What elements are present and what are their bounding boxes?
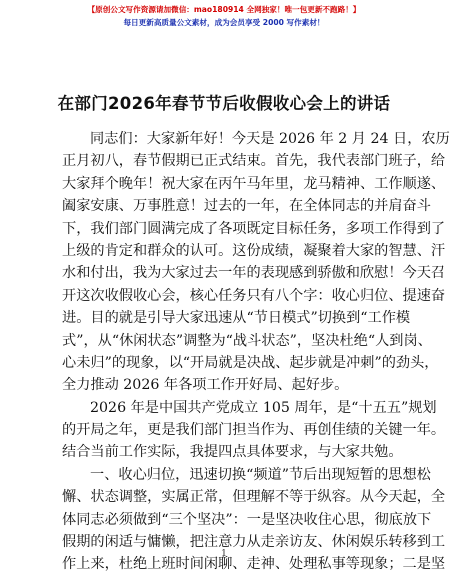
body-line: 正月初八，春节假期已正式结束。首先，我代表部门班子，给 bbox=[62, 153, 446, 170]
body-line: 一、收心归位，迅速切换“频道”节后出现短暂的思想松 bbox=[90, 466, 431, 483]
body-line: 体同志必须做到“三个坚决”：一是坚决收住心思，彻底放下 bbox=[62, 511, 432, 528]
body-line: 阖家安康、万事胜意！过去的一年，在全体同志的并肩奋斗 bbox=[62, 198, 431, 215]
document-body bbox=[62, 128, 450, 576]
body-line: 结合当前工作实际，我提四点具体要求，与大家共勉。 bbox=[62, 444, 403, 461]
document-title: 在部门2026年春节节后收假收心会上的讲话 bbox=[57, 94, 391, 113]
body-line: 2026 年是中国共产党成立 105 周年，是“十五五”规划 bbox=[90, 399, 437, 416]
body-line: 假期的闲适与慵懒，把注意力从走亲访友、休闲娱乐转移到工 bbox=[62, 534, 446, 551]
body-line: 进。目的就是引导大家迅速从“节日模式”切换到“工作模 bbox=[62, 310, 411, 327]
body-line: 懈、状态调整，实属正常，但理解不等于纵容。从今天起，全 bbox=[62, 489, 446, 506]
body-line: 式”，从“休闲状态”调整为“战斗状态”，坚决杜绝“人到岗、 bbox=[62, 332, 432, 349]
body-line: 全力推动 2026 年各项工作开好局、起好步。 bbox=[62, 377, 349, 394]
body-line: 下，我们部门圆满完成了各项既定目标任务，多项工作得到了 bbox=[62, 220, 446, 237]
body-line: 心未归”的现象，以“开局就是决战、起步就是冲刺”的劲头， bbox=[62, 354, 439, 371]
body-line: 大家拜个晚年！祝大家在丙午马年里，龙马精神、工作顺遂、 bbox=[62, 175, 446, 192]
body-line: 开这次收假收心会，核心任务只有八个字：收心归位、提速奋 bbox=[62, 287, 446, 304]
body-line: 作上来，杜绝上班时间闲聊、走神、处理私事等现象；二是坚 bbox=[62, 556, 446, 573]
header-banner-line-1: 【原创公文写作资源请加微信：mao180914 全网独家！唯一包更新不跑路！】 bbox=[87, 5, 361, 14]
page-number: 1 bbox=[221, 549, 227, 559]
body-line: 同志们：大家新年好！今天是 2026 年 2 月 24 日，农历 bbox=[90, 131, 450, 147]
body-line: 上级的肯定和群众的认可。这份成绩，凝聚着大家的智慧、汗 bbox=[62, 242, 446, 259]
body-line: 水和付出，我为大家过去一年的表现感到骄傲和欣慰！今天召 bbox=[62, 265, 446, 282]
body-line: 的开局之年，更是我们部门担当作为、再创佳绩的关键一年。 bbox=[62, 422, 446, 439]
header-banner-line-2: 每日更新高质量公文素材，成为会员享受 2000 写作素材！ bbox=[123, 18, 325, 27]
